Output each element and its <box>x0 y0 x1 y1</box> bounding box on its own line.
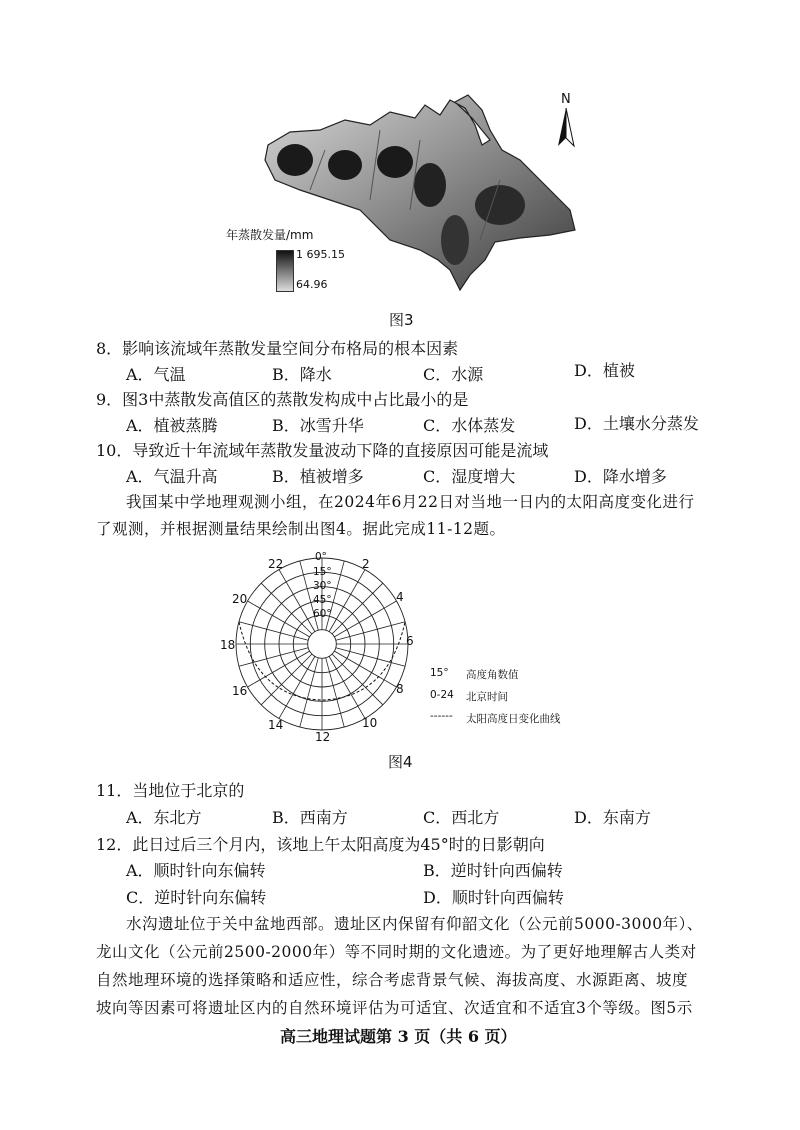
altitude-label-15: 15° <box>313 566 332 578</box>
high-value-patch <box>475 185 525 225</box>
question-11-stem: 11．当地位于北京的 <box>96 781 245 800</box>
passage-line-4: 坡向等因素可将遗址区内的自然环境评估为可适宜、次适宜和不适宜3个等级。图5示 <box>96 999 693 1017</box>
legend-max: 1 695.15 <box>296 248 345 261</box>
q10-option-b[interactable]: B．植被增多 <box>272 467 364 486</box>
passage-line-3: 自然地理环境的选择策略和适应性，综合考虑背景气候、海拔高度、水源距离、坡度 <box>96 971 689 989</box>
q8-option-a[interactable]: A．气温 <box>126 365 186 384</box>
hour-label-2: 2 <box>362 557 370 571</box>
q8-option-b[interactable]: B．降水 <box>272 365 332 384</box>
north-arrow-icon <box>556 108 576 148</box>
hour-spoke <box>261 583 312 634</box>
hour-label-16: 16 <box>232 684 248 698</box>
hour-spoke <box>239 622 308 641</box>
question-8-stem: 8．影响该流域年蒸散发量空间分布格局的根本因素 <box>96 339 459 358</box>
figure3-map <box>250 90 590 300</box>
hour-label-18: 18 <box>220 638 236 652</box>
q8-option-d[interactable]: D．植被 <box>574 361 635 380</box>
hour-label-4: 4 <box>396 590 404 604</box>
q10-option-a[interactable]: A．气温升高 <box>126 467 218 486</box>
altitude-label-30: 30° <box>313 580 332 592</box>
legend-title: 年蒸散发量/mm <box>226 228 314 242</box>
legend-colorbar <box>276 250 294 292</box>
q12-option-a[interactable]: A．顺时针向东偏转 <box>126 861 266 880</box>
q10-option-d[interactable]: D．降水增多 <box>574 467 667 486</box>
high-value-patch <box>414 163 446 207</box>
q12-option-b[interactable]: B．逆时针向西偏转 <box>423 861 563 880</box>
page-footer: 高三地理试题第 3 页（共 6 页） <box>280 1027 517 1046</box>
legend-text-curve: 太阳高度日变化曲线 <box>466 713 561 725</box>
hour-label-10: 10 <box>362 716 378 730</box>
question-9-stem: 9．图3中蒸散发高值区的蒸散发构成中占比最小的是 <box>96 390 469 409</box>
figure4-caption: 图4 <box>388 753 413 771</box>
q12-option-d[interactable]: D．顺时针向西偏转 <box>423 888 564 907</box>
high-value-patch <box>441 215 469 265</box>
hour-label-8: 8 <box>396 682 404 696</box>
q11-option-b[interactable]: B．西南方 <box>272 808 348 827</box>
hour-label-14: 14 <box>268 718 284 732</box>
q11-option-c[interactable]: C．西北方 <box>423 808 500 827</box>
hour-spoke <box>336 648 405 667</box>
hour-spoke <box>332 583 383 634</box>
hour-label-6: 6 <box>406 634 414 648</box>
altitude-label-60: 60° <box>313 608 332 620</box>
intro-line-1: 我国某中学地理观测小组，在2024年6月22日对当地一日内的太阳高度变化进行 <box>126 493 695 511</box>
hour-spoke <box>239 648 308 667</box>
passage-line-2: 龙山文化（公元前2500-2000年）等不同时期的文化遗迹。为了更好地理解古人类对 <box>96 943 697 961</box>
hour-spoke <box>336 622 405 641</box>
hour-spoke <box>326 658 345 727</box>
q9-option-c[interactable]: C．水体蒸发 <box>423 416 516 435</box>
legend-symbol-time: 0-24 <box>430 689 454 701</box>
q11-option-d[interactable]: D．东南方 <box>574 808 651 827</box>
q12-option-c[interactable]: C．逆时针向东偏转 <box>126 888 267 907</box>
q8-option-c[interactable]: C．水源 <box>423 365 484 384</box>
legend-text-time: 北京时间 <box>466 691 508 703</box>
legend-symbol-altitude: 15° <box>430 667 449 679</box>
high-value-patch <box>377 146 413 178</box>
q9-option-a[interactable]: A．植被蒸腾 <box>126 416 218 435</box>
legend-min: 64.96 <box>296 278 328 291</box>
legend-text-altitude: 高度角数值 <box>466 669 519 681</box>
high-value-patch <box>328 150 362 180</box>
question-10-stem: 10．导致近十年流域年蒸散发量波动下降的直接原因可能是流域 <box>96 441 549 460</box>
altitude-label-45: 45° <box>313 594 332 606</box>
altitude-label-0: 0° <box>315 551 327 563</box>
figure3-caption: 图3 <box>389 311 414 329</box>
passage-line-1: 水沟遗址位于关中盆地西部。遗址区内保留有仰韶文化（公元前5000-3000年）、 <box>126 915 703 933</box>
q11-option-a[interactable]: A．东北方 <box>126 808 202 827</box>
intro-line-2: 了观测，并根据测量结果绘制出图4。据此完成11-12题。 <box>96 520 506 538</box>
q9-option-b[interactable]: B．冰雪升华 <box>272 416 364 435</box>
hour-label-12: 12 <box>315 730 331 744</box>
hour-label-20: 20 <box>232 592 248 606</box>
north-label: N <box>561 92 571 107</box>
high-value-patch <box>277 144 313 176</box>
q9-option-d[interactable]: D．土壤水分蒸发 <box>574 414 699 433</box>
legend-symbol-curve: ------ <box>430 710 453 722</box>
hour-spoke <box>300 658 319 727</box>
hour-label-22: 22 <box>268 557 284 571</box>
question-12-stem: 12．此日过后三个月内，该地上午太阳高度为45°时的日影朝向 <box>96 835 545 854</box>
q10-option-c[interactable]: C．湿度增大 <box>423 467 516 486</box>
